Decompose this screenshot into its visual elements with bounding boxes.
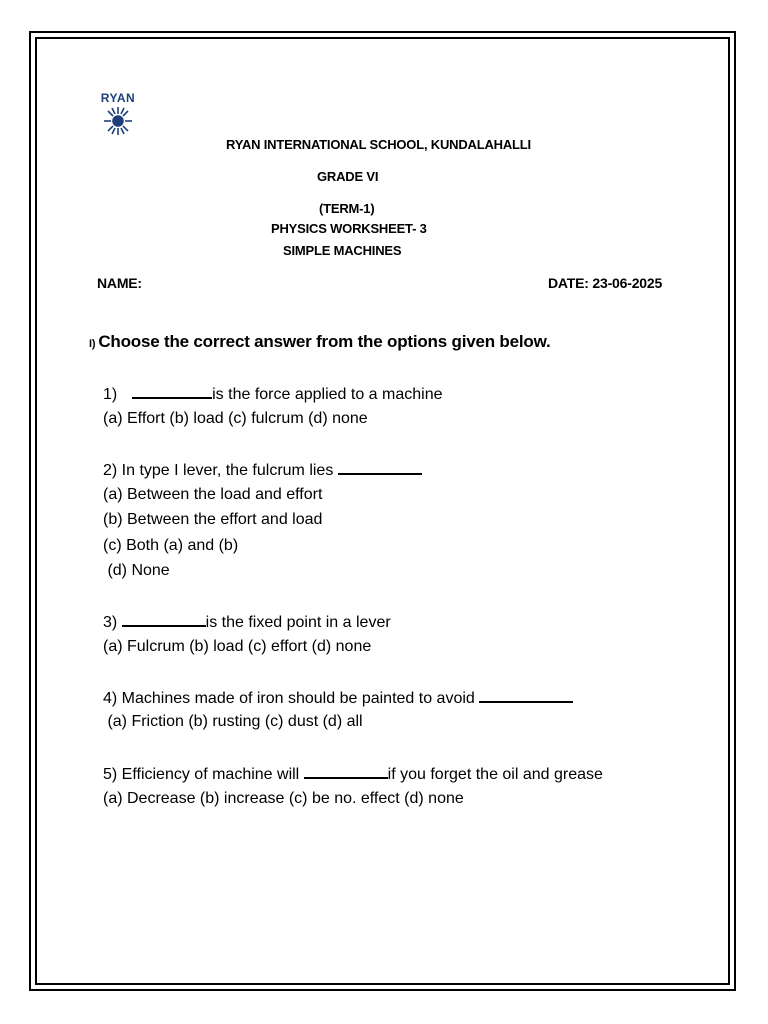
question-3 (103, 611, 391, 633)
question-3-options: (a) Fulcrum (b) load (c) effort (d) none (103, 638, 372, 655)
question-4-text: 4) Machines made of iron should be painted to avoid (103, 690, 480, 707)
logo-wordmark: RYAN (100, 91, 136, 105)
question-2-text: 2) In type I lever, the fulcrum lies (103, 462, 338, 479)
logo-tagline (96, 137, 140, 141)
answer-blank-1 (132, 383, 212, 399)
question-1-text: is the force applied to a machine (212, 386, 443, 403)
school-logo (96, 92, 140, 150)
question-2-option-c: (c) Both (a) and (b) (103, 537, 239, 554)
answer-blank-2 (338, 459, 422, 475)
school-name: RYAN INTERNATIONAL SCHOOL, KUNDALAHALLI (226, 137, 531, 152)
question-5 (103, 763, 603, 785)
question-2-option-b: (b) Between the effort and load (103, 511, 323, 528)
question-2 (103, 459, 422, 481)
section-number: I) (89, 338, 96, 350)
question-5-text-a: 5) Efficiency of machine will (103, 766, 304, 783)
answer-blank-5 (304, 763, 388, 779)
topic-title: SIMPLE MACHINES (283, 243, 402, 258)
answer-blank-3 (122, 611, 206, 627)
question-4-options: (a) Friction (b) rusting (c) dust (d) all (103, 713, 363, 730)
question-3-number: 3) (103, 614, 122, 631)
question-3-text: is the fixed point in a lever (205, 614, 391, 631)
question-2-option-d: (d) None (103, 562, 170, 579)
worksheet-title: PHYSICS WORKSHEET- 3 (271, 221, 427, 236)
question-1 (103, 383, 442, 405)
name-label: NAME: (97, 275, 142, 291)
question-1-number: 1) (103, 386, 127, 403)
date-label: DATE: 23-06-2025 (548, 275, 663, 291)
term-label: (TERM-1) (319, 201, 375, 216)
section-instruction: Choose the correct answer from the options given below. (98, 332, 551, 351)
question-4 (103, 687, 573, 709)
question-2-option-a: (a) Between the load and effort (103, 486, 323, 503)
section-heading (89, 332, 551, 352)
grade-label: GRADE VI (317, 169, 379, 184)
question-5-text-b: if you forget the oil and grease (387, 766, 603, 783)
question-5-options: (a) Decrease (b) increase (c) be no. effect (d) none (103, 790, 464, 807)
question-1-options: (a) Effort (b) load (c) fulcrum (d) none (103, 410, 368, 427)
logo-emblem-icon (101, 106, 135, 136)
answer-blank-4 (479, 687, 573, 703)
